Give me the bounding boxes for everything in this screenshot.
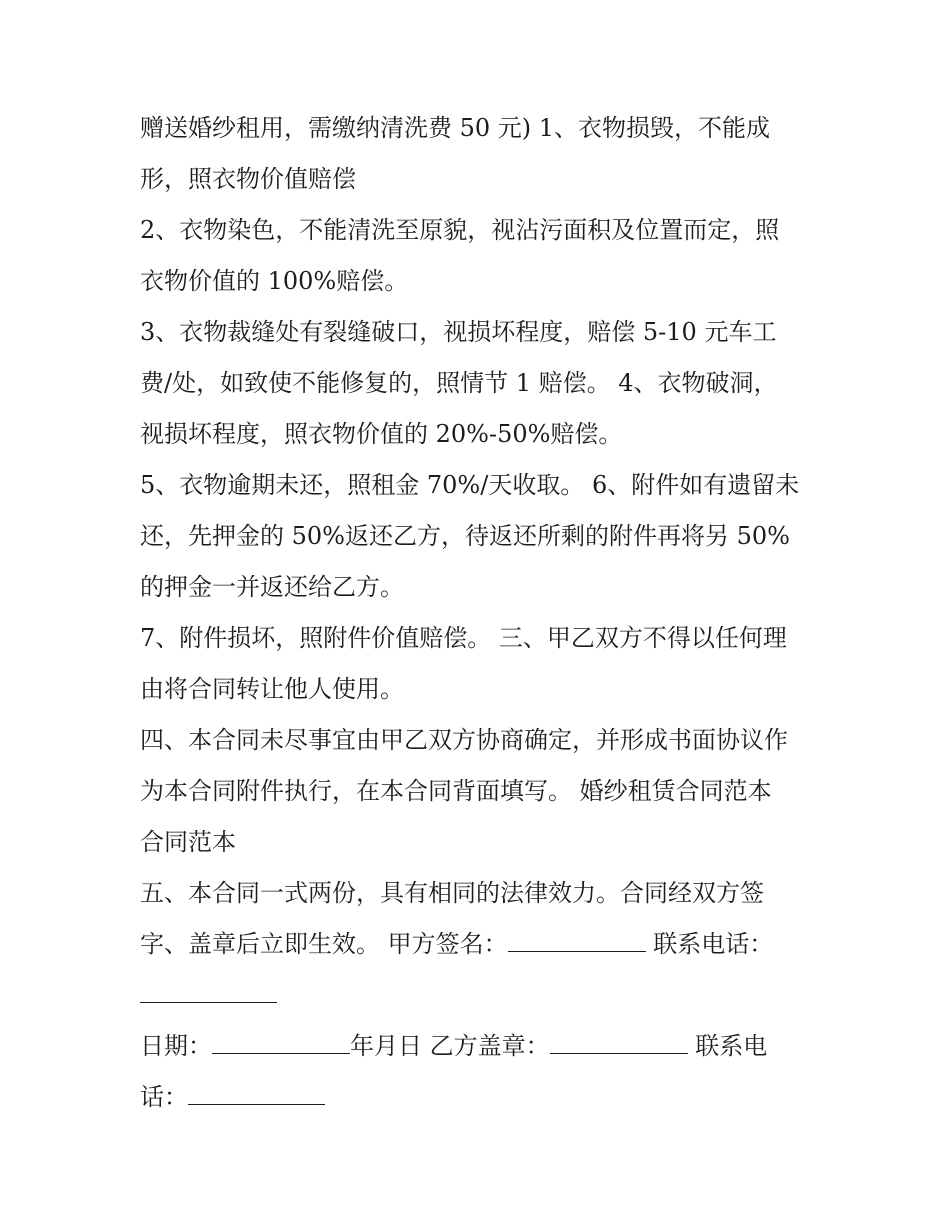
paragraph-line: 五、本合同一式两份，具有相同的法律效力。合同经双方签: [140, 879, 764, 907]
party-a-phone-line: [140, 979, 277, 1011]
date-line: [140, 1030, 767, 1062]
date-blank: [212, 1031, 350, 1054]
paragraph-line: 赠送婚纱租用，需缴纳清洗费 50 元) 1、衣物损毁，不能成: [140, 114, 771, 142]
paragraph-line: 费/处，如致使不能修复的，照情节 1 赔偿。 4、衣物破洞，: [140, 369, 778, 397]
paragraph-line: 3、衣物裁缝处有裂缝破口，视损坏程度，赔偿 5-10 元车工: [140, 318, 777, 346]
paragraph-line: 的押金一并返还给乙方。: [140, 573, 404, 601]
paragraph-line: 还，先押金的 50%返还乙方，待返还所剩的附件再将另 50%: [140, 522, 790, 550]
paragraph-line: 合同范本: [140, 828, 236, 856]
paragraph-line: 由将合同转让他人使用。: [140, 675, 404, 703]
phone-label: 话：: [140, 1083, 188, 1111]
signature-label: 字、盖章后立即生效。 甲方签名：: [140, 930, 508, 958]
phone-label: 联系电话：: [645, 930, 774, 958]
date-label: 日期：: [140, 1032, 212, 1060]
paragraph-line: 5、衣物逾期未还，照租金 70%/天收取。 6、附件如有遗留未: [140, 471, 800, 499]
date-suffix: 年月日 乙方盖章：: [350, 1032, 550, 1060]
party-a-phone-blank: [140, 980, 277, 1003]
party-b-phone-blank: [188, 1082, 325, 1105]
party-a-signature-blank: [508, 929, 646, 952]
paragraph-line: 7、附件损坏，照附件价值赔偿。 三、甲乙双方不得以任何理: [140, 624, 787, 652]
phone-label: 联系电: [687, 1032, 768, 1060]
party-b-seal-blank: [550, 1031, 688, 1054]
party-b-phone-line: [140, 1081, 325, 1113]
paragraph-line: 视损坏程度，照衣物价值的 20%-50%赔偿。: [140, 420, 623, 448]
paragraph-line: 2、衣物染色，不能清洗至原貌，视沾污面积及位置而定，照: [140, 216, 780, 244]
signature-line-party-a: [140, 928, 773, 960]
paragraph-line: 四、本合同未尽事宜由甲乙双方协商确定，并形成书面协议作: [140, 726, 788, 754]
paragraph-line: 为本合同附件执行，在本合同背面填写。 婚纱租赁合同范本: [140, 777, 772, 805]
paragraph-line: 形，照衣物价值赔偿: [140, 165, 356, 193]
paragraph-line: 衣物价值的 100%赔偿。: [140, 267, 409, 295]
